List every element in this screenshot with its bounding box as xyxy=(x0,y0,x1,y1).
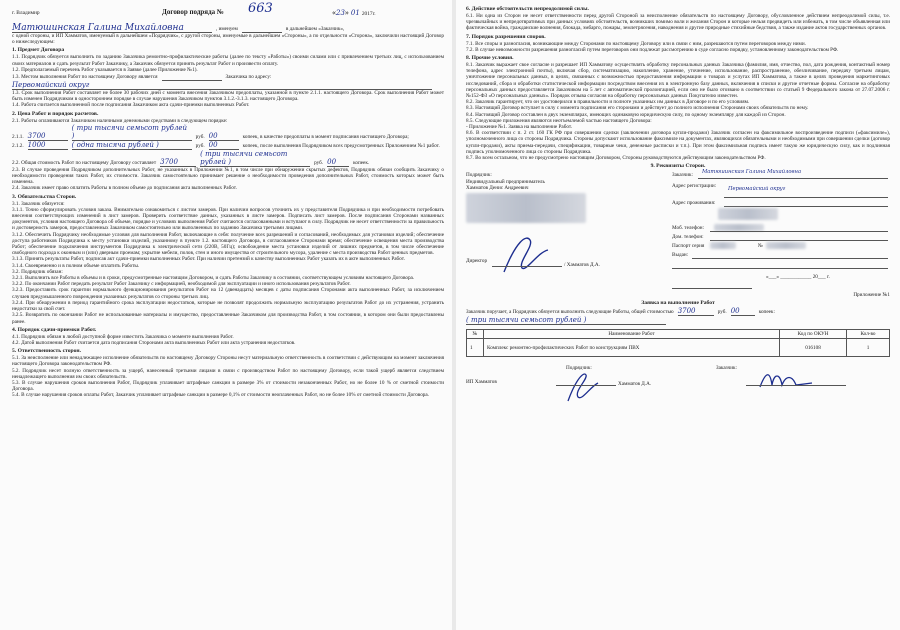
mob-label: Моб. телефон: xyxy=(672,225,705,232)
sec3-p12: 3.1.2. Обеспечить Подрядчику необходимые условия для выполнения Работ, включающие в себя: получение всех разрешений и согласований, необходимых для установки изделий; обеспечение доступа работников Подрядчика к месту установки изделий, указанному в пункте 1.2. настоящего Договора, в согласованное Сторонами время; обеспечение освещения места производства Работ; обеспечение подключения инструментов Подрядчика к электрической сети (220В, 50Гц); освобождение места установки изделий от лишних предметов, в том числе обеспечение свободного подхода к оконным и (или) дверным проемам; укрытие мебели, полов, стен и иного имущества от строительного мусора, удаление с места производства Работ ценных предметов. xyxy=(12,231,444,257)
requisites-block xyxy=(466,170,890,290)
sec2-p11c: копеек, в качестве предоплаты в момент подписания настоящего Договора; xyxy=(242,133,409,140)
appendix-intro xyxy=(466,307,890,316)
contractor-line1: Индивидуальный предприниматель xyxy=(466,179,545,186)
director-label: Директор xyxy=(466,258,488,265)
director-sign-line xyxy=(492,266,562,267)
prepayment-amount: 3700 xyxy=(28,132,68,141)
works-table-header xyxy=(467,330,890,339)
sec1-p5: 1.4. Работа считается выполненной после подписания Заказчиком акта сдачи-приемки выполненных Работ. xyxy=(12,102,250,109)
customer-name-line xyxy=(698,178,888,179)
redacted-passport-series xyxy=(710,242,736,249)
reg-address-handwritten: Первомайский округ xyxy=(728,186,786,193)
appendix-contractor-name: Хамматов Д.А. xyxy=(618,381,652,388)
appendix-customer-label: Заказчик: xyxy=(716,365,737,372)
sec2-p12 xyxy=(12,141,444,150)
sec5-title: 5. Ответственность сторон. xyxy=(12,348,82,355)
final-kopecks: 00 xyxy=(209,141,239,150)
customer-sign-line xyxy=(672,288,752,289)
appendix-contractor-company: ИП Хамматов xyxy=(466,379,497,386)
prepayment-kopecks: 00 xyxy=(209,132,239,141)
parties-intro-2: в дальнейшем «Заказчик», xyxy=(285,26,345,32)
parties-line xyxy=(12,24,444,33)
contract-page-right xyxy=(456,0,900,630)
sec2-p3: 2.3. В случае проведения Подрядчиком дополнительных Работ, не указанных в Приложении №1, в том числе при обнаружении скрытых дефектов, Подрядчик обязан сообщить Заказчику о необходимости проведения таких Работ, их стоимости. Заказчик самостоятельно принимает решение о необходимости проведения дополнительных Работ, стоимость которых может быть изменена. xyxy=(12,166,444,186)
sec3-p23: 3.2.3. Предоставить срок гарантии нормального функционирования результатов Работ на 12 (двенадцать) месяцев с даты подписания Сторонами акта выполненных Работ, за исключением случаев предумышленного повреждения указанных результатов со стороны третьих лиц. xyxy=(12,287,444,300)
appendix-customer-sign-line xyxy=(746,385,846,386)
sec2-p2a: 2.2. Общая стоимость Работ по настоящему Договору составляет xyxy=(12,159,157,166)
total-words: ( три тысячи семьсот рублей ) xyxy=(200,150,310,167)
customer-name-handwritten: Матюшинская Галина Михайловна xyxy=(12,24,212,33)
customer-name-req: Матюшинская Галина Михайловна xyxy=(702,169,802,176)
sec4-p2: 4.2. Датой выполнения Работ считается дата подписания Сторонами акта выполненных Работ или акта устранения недостатков. xyxy=(12,339,296,346)
reg-line xyxy=(724,197,888,198)
mob-line xyxy=(710,231,888,232)
home-line xyxy=(710,240,888,241)
sec5-p1: 5.1. За неисполнение или ненадлежащее исполнение обязательств по настоящему Договору Стороны несут материальную ответственность в соответствии с действующим на момент заключения настоящего Договора законодательством РФ. xyxy=(12,355,444,368)
appendix-intro3: копеек: xyxy=(758,309,775,316)
appendix-cost-words-row xyxy=(466,316,890,325)
sec4-title: 4. Порядок сдачи-приемки Работ. xyxy=(12,326,97,333)
passport-no-label: № xyxy=(758,243,763,250)
sec5-p3: 5.3. В случае нарушения сроков выполнения Работ, Подрядчик уплачивает штрафные санкции в размере 3% от стоимости незаконченных Работ, но не более 10 % от сметной стоимости Договора. xyxy=(12,379,444,393)
table-row xyxy=(467,339,890,357)
parties-intro-3: с одной стороны, и ИП Хамматов, именуемый в дальнейшем «Подрядчик», с другой стороны, именуемые в дальнейшем «Стороны», а по отдельности «Сторона», заключили настоящий Договор о нижеследующем: xyxy=(12,33,444,46)
sec3-p11: 3.1.1. Точно сформулировать условия заказа. Внимательно ознакомиться с листом замеров. При наличии вопросов уточнить их у представителя Подрядчика и при необходимости потребовать внесения соответствующих изменений в лист замеров. Проверить соответствие данных, указанных в листе замеров. Подписать лист замеров. После подписания Сторонами названных документов, условия настоящего Договора об объеме, порядке и условиях выполнения Работ считаются согласованными и вступают в силу. Подрядчик не несет ответственности за правильность и достоверность замеров, предоставленных Заказчиком самостоятельно или выполненных по заданию Заказчика третьими лицами. xyxy=(12,206,444,232)
sec6-title: 6. Действие обстоятельств непреодолимой силы. xyxy=(466,6,589,12)
appendix-signatures xyxy=(466,357,890,407)
customer-signature-icon xyxy=(756,367,816,395)
appendix-cost-amount: 3700 xyxy=(678,307,714,316)
row-okun-code: 016108 xyxy=(780,339,847,357)
customer-date-line: «___» ____________ 20___ г. xyxy=(766,274,830,281)
passport-label: Паспорт серия xyxy=(672,243,705,250)
sec8-p3: 8.3. Настоящий Договор вступает в силу с момента подписания его сторонами и действует до полного исполнения Сторонами своих обязательств по нему. xyxy=(466,105,809,112)
sec3-p14: 3.1.4. Своевременно и в полном объеме оплатить Работы. xyxy=(12,262,140,269)
parties-intro-1: , именуем xyxy=(216,26,238,32)
sec5-p4: 5.4. В случае нарушения сроков оплаты Работ, Заказчик уплачивает штрафные санкции в размере 0,1% от стоимости неоплаченных Работ, но не более 10% от сметной стоимости Договора. xyxy=(12,392,429,399)
contract-title: Договор подряда № xyxy=(162,8,224,16)
contract-city: г. Владимир xyxy=(12,10,40,16)
appendix-cost-kopecks: 00 xyxy=(731,307,755,316)
col-number: № xyxy=(467,330,484,339)
sec3-p1: 3.1. Заказчик обязуется: xyxy=(12,200,65,207)
sec1-p3b: Заказчика по адресу: xyxy=(225,74,272,81)
final-words: ( одна тысяча рублей ) xyxy=(72,141,192,150)
col-okun-code: Код по ОКУН xyxy=(780,330,847,339)
contract-date-day: 23 xyxy=(336,9,345,17)
live-label: Адрес проживания: xyxy=(672,200,716,207)
sec8-p1: 8.1. Заказчик выражает свое согласие и разрешает ИП Хамматову осуществлять обработку персональных данных Заказчика (фамилия, имя, отчество, пол, дата рождения, контактный номер телефона, адрес электронной почты), включая сбор, систематизацию, накопление, хранение, уточнение, использование, распространение, обезличивание, передачу третьим лицам, уничтожение персональных данных, в целях, связанных с возможностью предоставления информации о товарах и услугах ИП Хамматова, а также в целях проведения маркетинговых исследований, сбора и обработки статистической информации посредством внесения их в электронную базу данных, включения в списки и другие отчетные формы. Согласие на обработку персональных данных предоставляется Заказчиком на 5 лет с автоматической пролонгацией, если оно не было отозвано в соответствии со статьей 9 Федерального закона от 27.07.2006 г. №152-ФЗ «О персональных данных». Порядок отзыва согласия на обработку персональных данных Покупателю известен. xyxy=(466,62,890,100)
redacted-passport-number xyxy=(766,242,806,249)
appendix-intro2: руб. xyxy=(717,309,727,316)
redacted-customer-address xyxy=(718,208,778,220)
contract-header xyxy=(12,1,444,24)
sec1-p3 xyxy=(12,73,444,81)
row-number: 1 xyxy=(467,339,484,357)
contract-date-year: 2017г. xyxy=(361,11,376,17)
sec9-title: 9. Реквизиты Сторон. xyxy=(650,163,706,170)
contractor-line2: Хамматов Денис Андреевич xyxy=(466,185,529,192)
sec7-p2: 7.2. В случае невозможности разрешения разногласий путем переговоров они подлежат рассмотрению в суде согласно порядку, установленному законодательством РФ. xyxy=(466,46,839,53)
contract-date-month: 01 xyxy=(350,9,360,17)
sec3-p21: 3.2.1. Выполнить все Работы в объемы и в сроки, предусмотренные настоящим Договором, и сдать Работы Заказчику в состоянии, соответствующем условиям настоящего Договора. xyxy=(12,275,415,282)
sec2-p11 xyxy=(12,124,444,141)
sec5-p2: 5.2. Подрядчик несет полную ответственность за ущерб, нанесенный третьими лицами в связи с производством Работ по настоящему Договору, если такой ущерб является следствием ненадлежащего выполнения им своих обязательств. xyxy=(12,367,444,380)
sec2-p12a: 2.1.2. xyxy=(12,142,24,149)
reg-label: Адрес регистрации: xyxy=(672,183,717,190)
total-amount: 3700 xyxy=(160,158,196,167)
col-quantity: Кол-во xyxy=(847,330,890,339)
appendix-intro1: Заказчик поручает, а Подрядчик обязуется выполнить следующие Работы, общей стоимостью xyxy=(466,309,674,316)
sec2-p11b: руб. xyxy=(195,133,205,140)
contract-date: «23» 01 2017г. xyxy=(332,8,376,17)
appendix-label: Приложение №1 xyxy=(853,292,890,299)
address-handwritten: Первомайский округ xyxy=(12,81,432,90)
home-label: Дом. телефон: xyxy=(672,234,704,241)
sec8-p51: - Приложение №1. Заявка на выполнение Работ. xyxy=(466,124,573,131)
sec3-title: 3. Обязательства Сторон. xyxy=(12,193,77,200)
sec1-p4: 1.3. Срок выполнения Работ составляет не более 30 рабочих дней с момента внесения Заказчиком предоплаты, указанной в пункте 2.1.1. настоящего Договора. Срок выполнения Работ может быть изменен Подрядчиком в одностороннем порядке в случае нарушения Заказчиком пунктов 3.1.2.-3.1.3. настоящего Договора. xyxy=(12,90,444,103)
sec1-p3a: 1.3. Местом выполнения Работ по настоящему Договору является xyxy=(12,74,158,81)
sec8-title: 8. Прочие условия. xyxy=(466,55,514,62)
sec3-p24: 3.2.4. При обнаружении в период гарантийного срока эксплуатации недостатков, которые не позволят продолжить нормальную эксплуатацию результатов Работ до их устранения, устранить недостатки за свой счет. xyxy=(12,299,444,313)
director-signature-icon xyxy=(496,232,556,276)
sec2-p2b: руб. xyxy=(314,159,324,166)
issued-line-2 xyxy=(672,268,888,269)
col-work-name: Наименование Работ xyxy=(484,330,780,339)
sec2-p2c: копеек. xyxy=(353,159,370,166)
contractor-label: Подрядчик: xyxy=(466,172,492,179)
issued-label: Выдан: xyxy=(672,252,689,259)
sec6-p1: 6.1. Ни одна из Сторон не несет ответственности перед другой Стороной за неисполнение обязательств по настоящему Договору, обусловленное действием непреодолимой силы, т.е. чрезвычайных и непредотвратимых при данных условиях обстоятельств, возникших помимо воли и желания Сторон и которые нельзя предвидеть или избежать, в том числе объявленная или фактическая война, гражданские волнения, блокада, эмбарго, пожары, землетрясения, наводнения и другие природные стихийные бедствия, а также издание актов государственных органов. xyxy=(466,13,890,32)
final-amount: 1000 xyxy=(28,141,68,150)
sec2-p4: 2.4. Заказчик имеет право оплатить Работы в полном объеме до подписания акта выполненных Работ. xyxy=(12,185,237,192)
sec4-p1: 4.1. Подрядчик обязан в любой доступной форме известить Заказчика о моменте выполнения Работ. xyxy=(12,333,234,340)
sec8-p6: 8.6. В соответствии с п. 2 ст. 160 ГК РФ при совершении сделки (заключении договора купли-продажи) Заказчик согласен на факсимильное воспроизведение подписи («факсимиле»), уполномоченного лица со стороны Подрядчика. Стороны допускают использование факсимиле на документах, являющихся обязательными и необходимыми при совершении сделки (договор купли-продажи), акты приема-передачи, спецификации, товарные чеки, денежные расписки и т.п.). При этом факсимильная подпись имеет такую же юридическую силу, как и подлинная подпись уполномоченного лица со стороны Подрядчика. xyxy=(466,130,890,155)
sec2-p2 xyxy=(12,150,444,167)
prepayment-words: ( три тысячи семьсот рублей ) xyxy=(72,124,192,141)
sec8-p4: 8.4. Настоящий Договор составлен в двух экземплярах, имеющих одинаковую юридическую силу, по одному экземпляру для каждой из Сторон. xyxy=(466,111,786,118)
issued-line xyxy=(692,258,888,259)
sec2-title: 2. Цена Работ и порядок расчетов. xyxy=(12,110,99,117)
works-table xyxy=(466,329,890,357)
redacted-contractor-details xyxy=(466,193,586,223)
total-kopecks: 00 xyxy=(327,158,349,167)
sec7-p1: 7.1. Все споры и разногласия, возникающие между Сторонами по настоящему Договору или в связи с ним, разрешаются путем переговоров между ними. xyxy=(466,40,806,47)
sec2-p12c: копеек, после выполнения Подрядчиком всех предусмотренных Приложением №1 работ. xyxy=(242,142,440,149)
live-line xyxy=(724,206,888,207)
appendix-contractor-label: Подрядчик: xyxy=(566,365,592,372)
contract-number: 663 xyxy=(248,1,273,16)
sec1-title: 1. Предмет Договора xyxy=(12,47,65,54)
row-work-name: Комплекс ремонтно-профилактических Работ по конструкциям ПВХ xyxy=(484,339,780,357)
sec2-p12b: руб. xyxy=(195,142,205,149)
sec1-p2: 1.2. Предполагаемый перечень Работ указывается в Заявке (далее Приложение №1). xyxy=(12,66,198,73)
appendix-cost-words: ( три тысячи семьсот рублей ) xyxy=(466,316,666,325)
sec1-address xyxy=(12,81,444,90)
customer-label: Заказчик: xyxy=(672,172,693,179)
sec8-p2: 8.2. Заказчик гарантирует, что он удостоверился в правильности и полноте указанных им данных в Договоре и по его условиям. xyxy=(466,99,750,106)
sec2-p11a: 2.1.1. xyxy=(12,133,24,140)
sec3-p2: 3.2. Подрядчик обязан: xyxy=(12,268,63,275)
sec7-title: 7. Порядок разрешения споров. xyxy=(466,33,546,40)
director-sig-name: / Хамматов Д.А. xyxy=(564,262,600,269)
sec3-p22: 3.2.2. По окончании Работ передать результат Работ Заказчику с информацией, необходимой для эксплуатации и иного использования результатов Работ. xyxy=(12,281,351,288)
sec8-p7: 8.7. Во всем остальном, что не предусмотрено настоящим Договором, Стороны руководствуются действующим законодательством РФ. xyxy=(466,155,766,162)
sec2-p1: 2.1. Работы оплачиваются Заказчиком наличными денежными средствами в следующем порядке: xyxy=(12,117,228,124)
appendix-contractor-sign-line xyxy=(556,385,616,386)
sec3-p13: 3.1.3. Принять результаты Работ, подписав акт сдачи-приемки выполненных Работ. При наличии претензий к качеству выполненных Работ указать их в акте выполненных Работ. xyxy=(12,256,405,263)
sec1-p1: 1.1. Подрядчик обязуется выполнить по заданию Заказчика ремонтно-профилактические работы (далее по тексту «Работы») своими силами или с привлечением третьих лиц, с использованием своих материалов и сдать результат Работ Заказчику, а Заказчик обязуется принять результат Работ и произвести оплату. xyxy=(12,54,444,67)
row-quantity: 1 xyxy=(847,339,890,357)
redacted-mobile xyxy=(714,224,764,231)
appendix-title: Заявка на выполнение Работ xyxy=(641,300,715,307)
sec8-p5: 8.5. Следующие приложения являются неотъемлемой частью настоящего Договора: xyxy=(466,117,652,124)
sec3-p25: 3.2.5. Возвратить по окончании Работ не использованные материалы и имущество, предоставленные Заказчиком для производства Работ, в том состоянии, в котором они были предоставлены ранее. xyxy=(12,312,444,325)
